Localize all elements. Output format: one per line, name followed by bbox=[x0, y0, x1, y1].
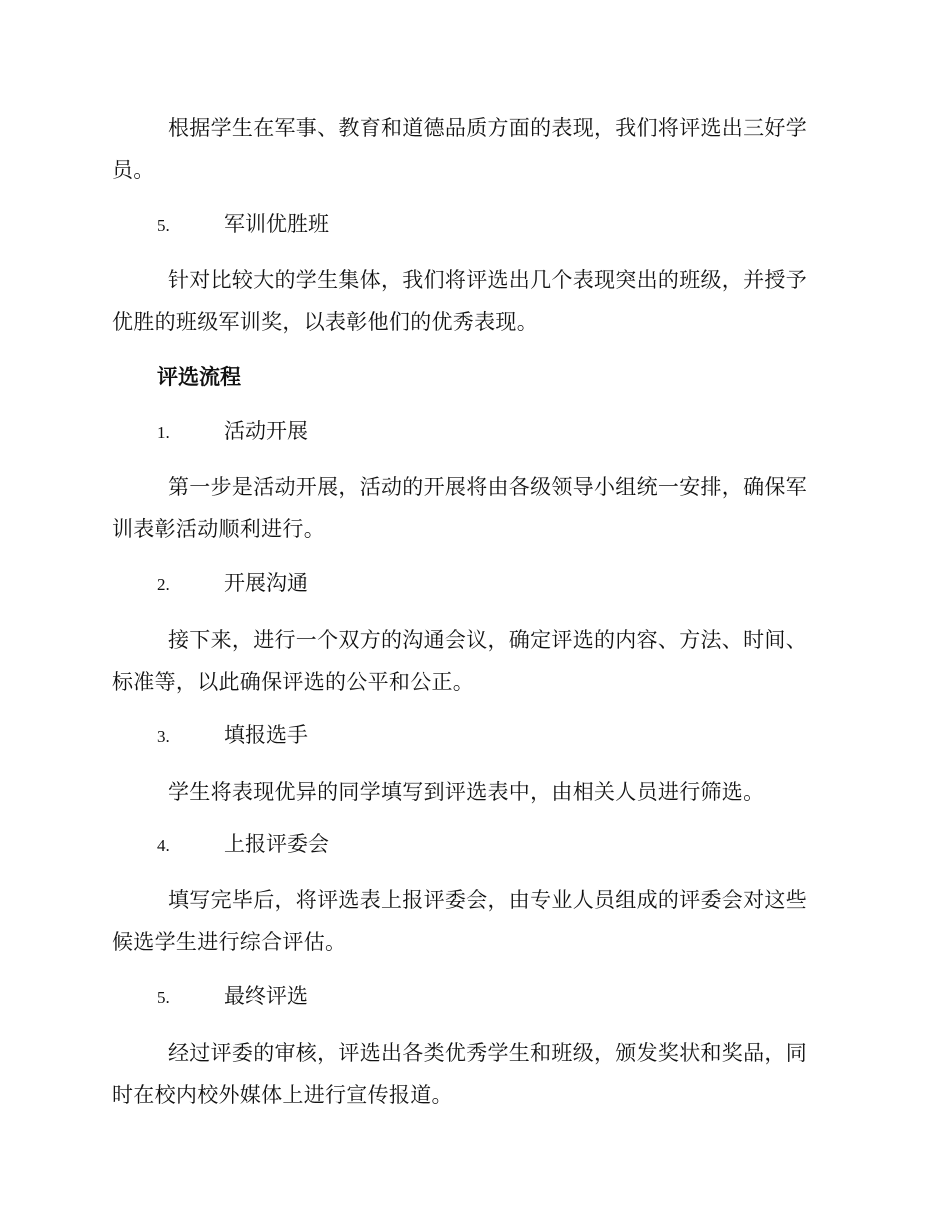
list-number: 5. bbox=[157, 988, 170, 1007]
list-label: 开展沟通 bbox=[224, 571, 308, 595]
paragraph-communication: 接下来，进行一个双方的沟通会议，确定评选的内容、方法、时间、标准等，以此确保评选的公平和公正。 bbox=[112, 628, 807, 694]
paragraph-three-good-students: 根据学生在军事、教育和道德品质方面的表现，我们将评选出三好学员。 bbox=[112, 116, 807, 182]
list-label: 活动开展 bbox=[224, 419, 308, 443]
list-item-final-selection bbox=[157, 981, 308, 1013]
list-item-fill-candidates bbox=[157, 720, 308, 752]
paragraph-final-selection: 经过评委的审核，评选出各类优秀学生和班级，颁发奖状和奖品，同时在校内校外媒体上进行宣传报道。 bbox=[112, 1041, 807, 1107]
paragraph-excellent-class: 针对比较大的学生集体，我们将评选出几个表现突出的班级，并授予优胜的班级军训奖，以表彰他们的优秀表现。 bbox=[112, 268, 807, 334]
list-number: 3. bbox=[157, 727, 170, 746]
list-item-report-committee bbox=[157, 829, 329, 861]
paragraph-activity-start: 第一步是活动开展，活动的开展将由各级领导小组统一安排，确保军训表彰活动顺利进行。 bbox=[112, 475, 807, 541]
list-label: 最终评选 bbox=[224, 984, 308, 1008]
list-label: 填报选手 bbox=[224, 723, 308, 747]
list-number: 1. bbox=[157, 423, 170, 442]
list-item-activity-start bbox=[157, 416, 308, 448]
paragraph-fill-candidates: 学生将表现优异的同学填写到评选表中，由相关人员进行筛选。 bbox=[168, 780, 765, 804]
list-item-excellent-class bbox=[157, 209, 329, 241]
list-number: 4. bbox=[157, 836, 170, 855]
list-label: 军训优胜班 bbox=[224, 212, 329, 236]
list-item-communication bbox=[157, 568, 308, 600]
list-label: 上报评委会 bbox=[224, 832, 329, 856]
list-number: 5. bbox=[157, 216, 170, 235]
section-heading-selection-process: 评选流程 bbox=[157, 364, 241, 389]
list-number: 2. bbox=[157, 575, 170, 594]
paragraph-report-committee: 填写完毕后，将评选表上报评委会，由专业人员组成的评委会对这些候选学生进行综合评估。 bbox=[112, 888, 807, 954]
